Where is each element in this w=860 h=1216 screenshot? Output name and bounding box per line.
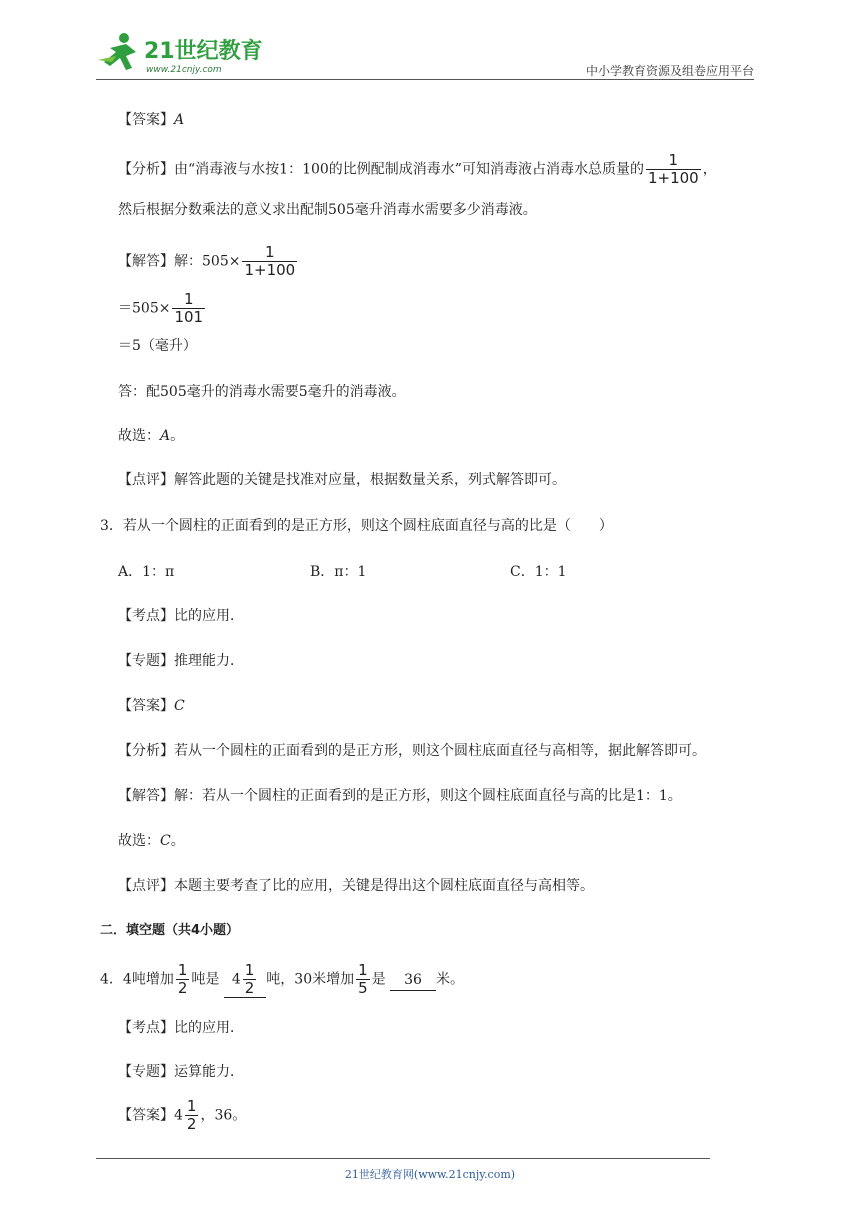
- q4-topic: 【考点】比的应用．: [118, 1020, 244, 1036]
- q2-reply: 答：配505毫升的消毒水需要5毫升的消毒液。: [118, 384, 406, 400]
- q3-topic: 【考点】比的应用．: [118, 608, 244, 624]
- blank-answer-2: 36: [390, 970, 436, 991]
- header-tagline: 中小学教育资源及组卷应用平台: [585, 64, 754, 78]
- q3-stem: 3．若从一个圆柱的正面看到的是正方形，则这个圆柱底面直径与高的比是（ ）: [100, 518, 613, 534]
- q3-option-b: B．π：1: [310, 564, 367, 580]
- q2-comment: 【点评】解答此题的关键是找准对应量，根据数量关系，列式解答即可。: [118, 472, 566, 488]
- q2-analysis: 【分析】由“消毒液与水按1：100的比例配制成消毒水”可知消毒液占消毒水总质量的 $\frac{1}{1+100}$ ，: [118, 151, 717, 187]
- footer-divider: [96, 1158, 710, 1159]
- runner-icon: [98, 33, 136, 70]
- svg-text:21世纪教育: 21世纪教育: [144, 39, 263, 64]
- q2-answer: 【答案】A: [118, 112, 185, 128]
- fraction: $\frac{1}{1+100}$: [647, 151, 699, 187]
- q3-analysis: 【分析】若从一个圆柱的正面看到的是正方形，则这个圆柱底面直径与高相等，据此解答即可。: [118, 743, 706, 759]
- q3-answer: 【答案】C: [118, 698, 185, 714]
- q2-choice: 故选：A。: [118, 428, 185, 444]
- q3-option-a: A．1：π: [118, 564, 175, 580]
- header-divider: [96, 79, 754, 80]
- fraction: $\frac{1}{2}$: [244, 961, 255, 997]
- fraction: $\frac{1}{2}$: [177, 961, 188, 997]
- section-title: 二．填空题（共4小题）: [100, 923, 240, 938]
- q4-special: 【专题】运算能力．: [118, 1064, 244, 1080]
- fraction: $\frac{1}{5}$: [358, 961, 368, 997]
- q3-choice: 故选：C。: [118, 833, 185, 849]
- q3-comment: 【点评】本题主要考查了比的应用，关键是得出这个圆柱底面直径与高相等。: [118, 878, 594, 894]
- q4-stem: 4．4吨增加 $\frac{1}{2}$ 吨是 4 $\frac{1}{2}$ 吨，30米增加 $\frac{1}{5}$ 是 36 米。: [100, 961, 464, 997]
- q2-step2: ＝505× $\frac{1}{101}$: [118, 290, 204, 326]
- svg-text:www.21cnjy.com: www.21cnjy.com: [146, 65, 222, 75]
- q3-solution: 【解答】解：若从一个圆柱的正面看到的是正方形，则这个圆柱底面直径与高的比是1：1。: [118, 788, 682, 804]
- q2-step3: ＝5（毫升）: [118, 338, 197, 354]
- q3-option-c: C．1：1: [510, 564, 567, 580]
- footer-text: 21世纪教育网(www.21cnjy.com): [344, 1168, 516, 1181]
- fraction: $\frac{1}{1+100}$: [244, 243, 296, 279]
- fraction: $\frac{1}{101}$: [174, 290, 204, 326]
- q4-answer: 【答案】4 $\frac{1}{2}$ ，36。: [118, 1097, 247, 1133]
- q3-special: 【专题】推理能力．: [118, 653, 244, 669]
- q2-solution: 【解答】解：505× $\frac{1}{1+100}$: [118, 243, 296, 279]
- q2-analysis-line2: 然后根据分数乘法的意义求出配制505毫升消毒水需要多少消毒液。: [118, 202, 537, 218]
- blank-answer-1: 4 $\frac{1}{2}$: [224, 962, 266, 998]
- site-logo: [96, 30, 266, 76]
- fraction: $\frac{1}{2}$: [186, 1097, 197, 1133]
